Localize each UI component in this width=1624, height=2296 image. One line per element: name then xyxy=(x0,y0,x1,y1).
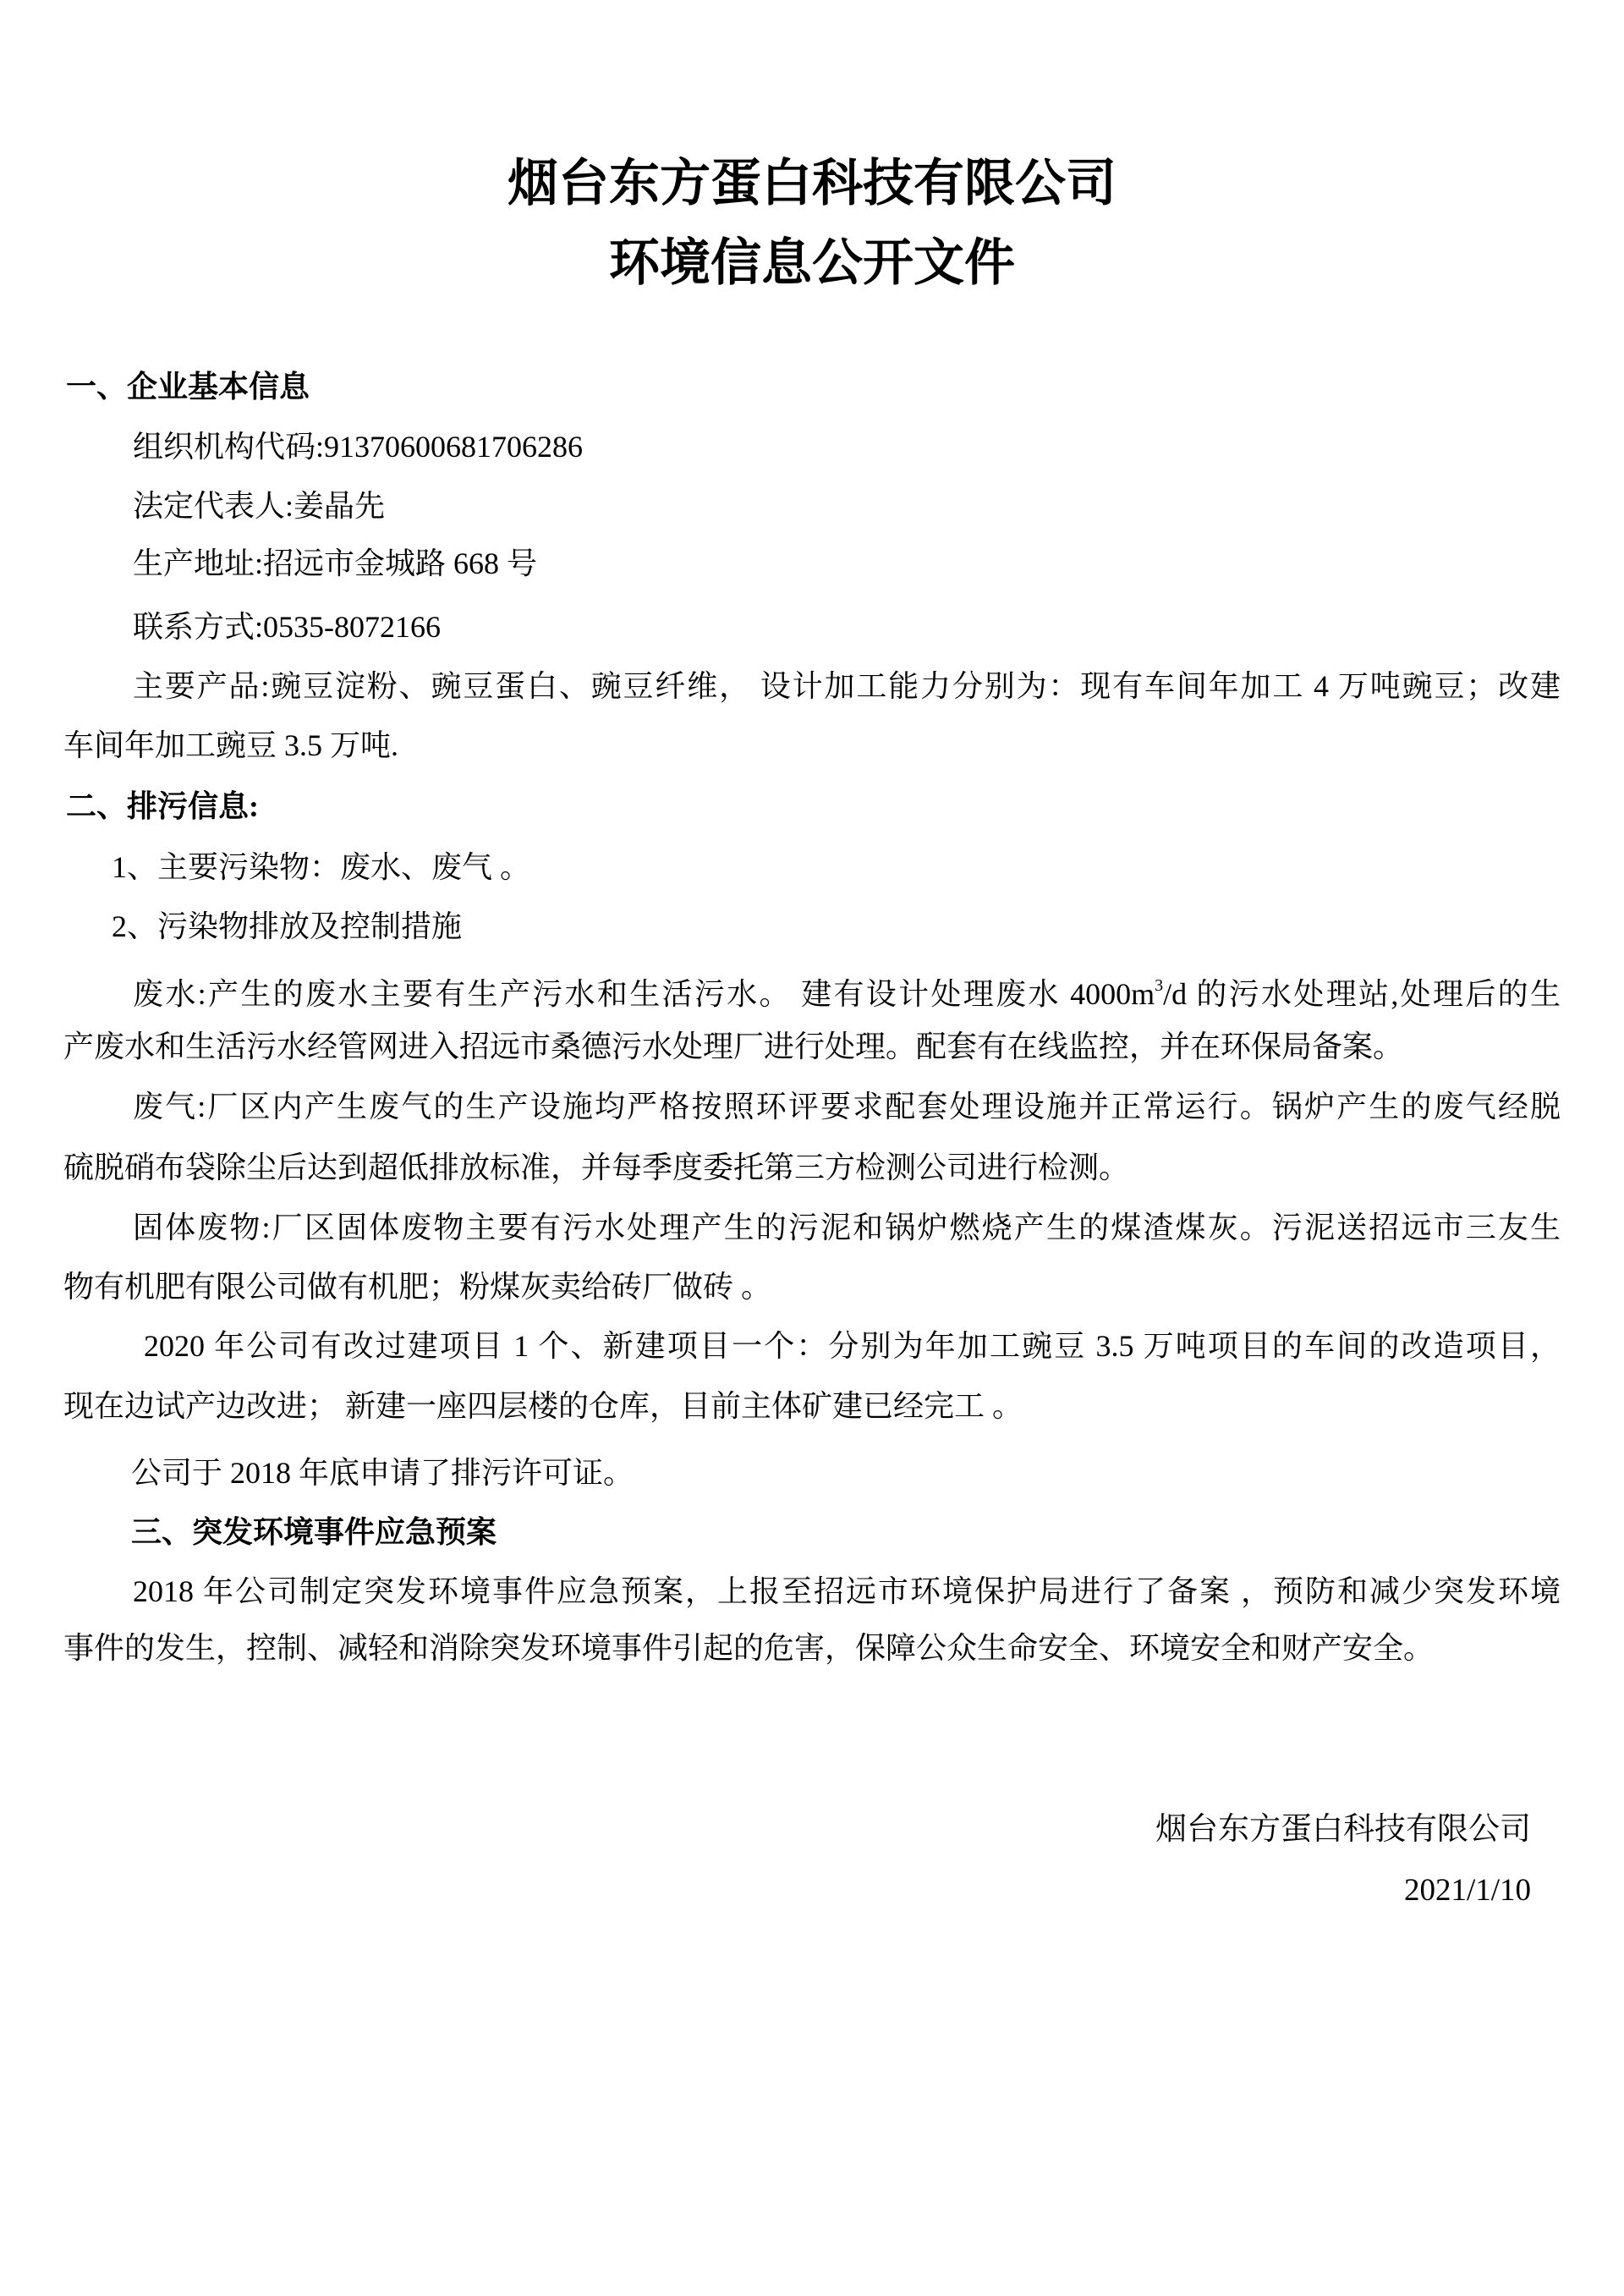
main-products-line1: 主要产品:豌豆淀粉、豌豆蛋白、豌豆纤维， 设计加工能力分别为：现有车间年加工 4 万吨豌豆；改建 xyxy=(133,669,1561,703)
signature-company-name: 烟台东方蛋白科技有限公司 xyxy=(1155,1812,1531,1847)
contact-line: 联系方式:0535-8072166 xyxy=(133,610,441,644)
wastewater-line1-post: /d 的污水处理站,处理后的生 xyxy=(1163,977,1561,1011)
cubic-meter-superscript: 3 xyxy=(1155,976,1164,995)
section2-heading: 二、排污信息: xyxy=(66,789,259,823)
document-title-company: 烟台东方蛋白科技有限公司 xyxy=(508,156,1116,211)
emergency-plan-line1: 2018 年公司制定突发环境事件应急预案，上报至招远市环境保护局进行了备案 ，预防和减少突发环境 xyxy=(133,1574,1561,1608)
wastegas-line2: 硫脱硝布袋除尘后达到超低排放标准，并每季度委托第三方检测公司进行检测。 xyxy=(63,1151,1130,1184)
org-code-line: 组织机构代码:91370600681706286 xyxy=(133,430,584,464)
projects-line1: 2020 年公司有改过建项目 1 个、新建项目一个：分别为年加工豌豆 3.5 万吨项目的车间的改造项目， xyxy=(144,1329,1561,1363)
pollutants-item2: 2、污染物排放及控制措施 xyxy=(112,909,463,943)
wastegas-line1: 废气:厂区内产生废气的生产设施均严格按照环评要求配套处理设施并正常运行。锅炉产生的废气经脱 xyxy=(133,1090,1561,1123)
emergency-plan-line2: 事件的发生，控制、减轻和消除突发环境事件引起的危害，保障公众生命安全、环境安全和财产安全。 xyxy=(63,1631,1435,1665)
wastewater-line1 xyxy=(133,966,1561,1013)
document-title-subject: 环境信息公开文件 xyxy=(609,235,1015,291)
projects-line2: 现在边试产边改进； 新建一座四层楼的仓库，目前主体矿建已经完工 。 xyxy=(63,1389,1023,1423)
wastewater-line1-pre: 废水:产生的废水主要有生产污水和生活污水。 建有设计处理废水 4000m xyxy=(133,977,1155,1011)
solidwaste-line2: 物有机肥有限公司做有机肥；粉煤灰卖给砖厂做砖 。 xyxy=(63,1270,772,1304)
main-products-line2: 车间年加工豌豆 3.5 万吨. xyxy=(63,728,399,762)
solidwaste-line1: 固体废物:厂区固体废物主要有污水处理产生的污泥和锅炉燃烧产生的煤渣煤灰。污泥送招远市三友生 xyxy=(133,1211,1561,1244)
permit-line: 公司于 2018 年底申请了排污许可证。 xyxy=(131,1456,634,1490)
wastewater-line2: 产废水和生活污水经管网进入招远市桑德污水处理厂进行处理。配套有在线监控，并在环保局备案。 xyxy=(63,1030,1404,1063)
section3-heading: 三、突发环境事件应急预案 xyxy=(131,1515,497,1549)
legal-representative-line: 法定代表人:姜晶先 xyxy=(133,489,386,523)
signature-date: 2021/1/10 xyxy=(1403,1873,1531,1908)
production-address-line: 生产地址:招远市金城路 668 号 xyxy=(133,547,538,580)
pollutants-item1: 1、主要污染物：废水、废气 。 xyxy=(112,850,531,884)
section1-heading: 一、企业基本信息 xyxy=(66,370,310,404)
